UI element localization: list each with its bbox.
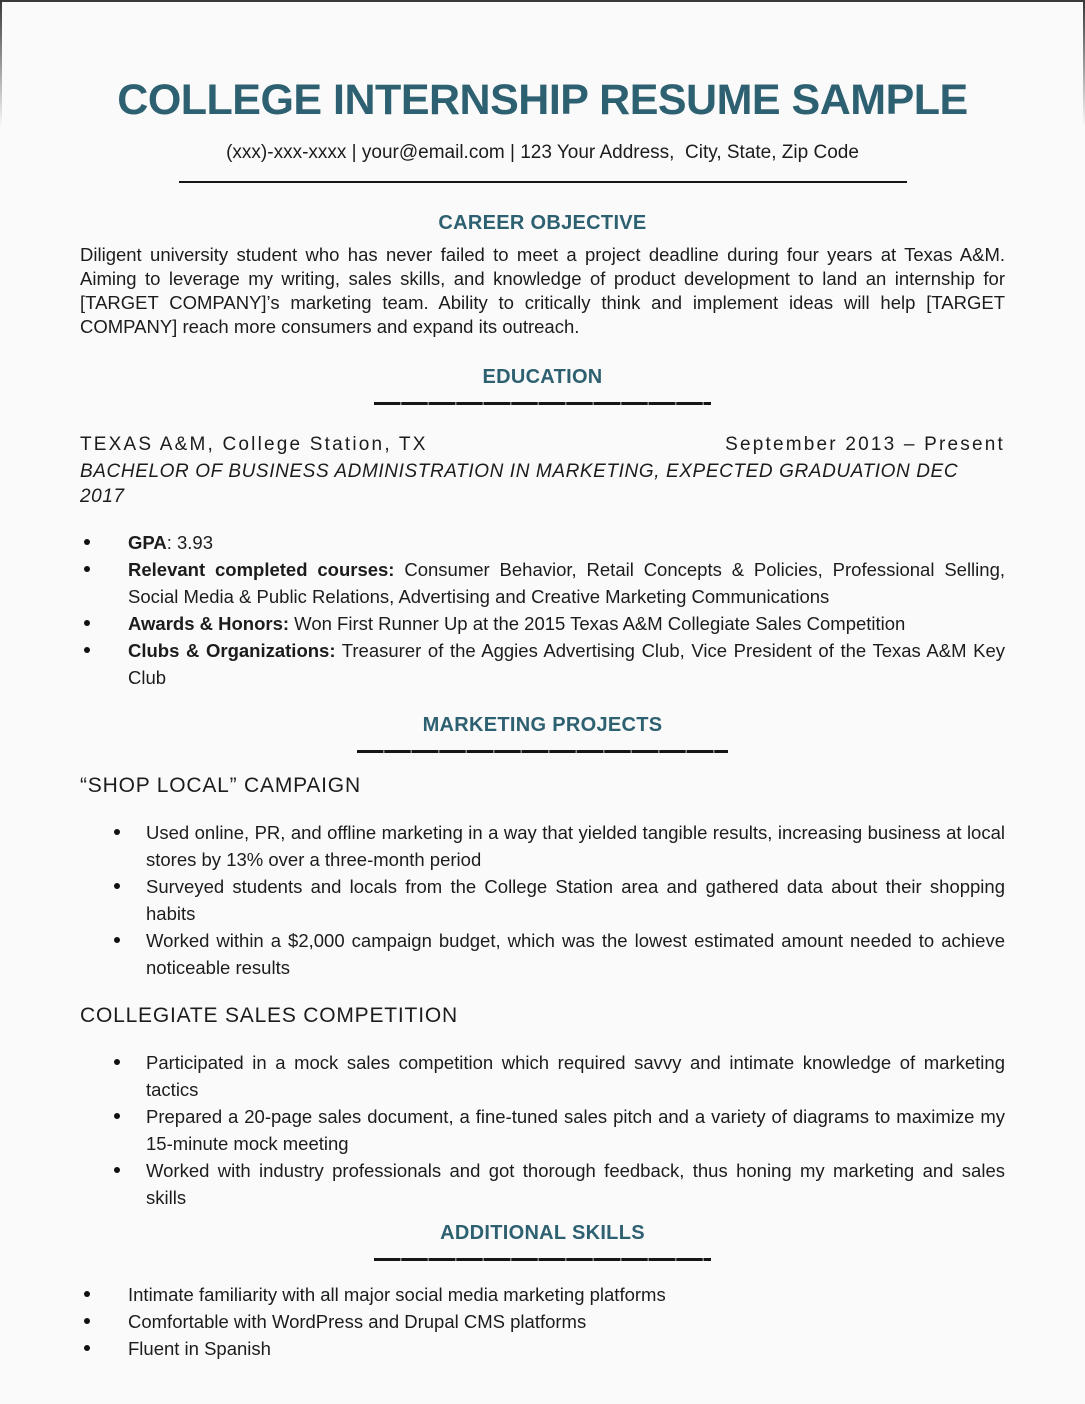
school-name: TEXAS A&M, College Station, TX [80,434,428,455]
education-bullet-list [80,529,1005,691]
contact-info: (xxx)-xxx-xxxx | your@email.com | 123 Your Address, City, State, Zip Code [226,142,859,163]
sales-competition-bullet: Worked with industry professionals and got thorough feedback, thus honing my marketing and sales skills [80,1157,1005,1211]
degree-line: BACHELOR OF BUSINESS ADMINISTRATION IN MARKETING, EXPECTED GRADUATION DEC 2017 [80,461,959,507]
education-underline [374,402,711,405]
project-sales-competition [80,1003,1005,1211]
additional-skills-section [80,1221,1005,1362]
marketing-projects-section [80,713,1005,1211]
education-bullet: GPA: 3.93 [80,529,1005,556]
project-title-shop-local: “SHOP LOCAL” CAMPAIGN [80,774,361,797]
header-divider [179,181,907,183]
education-bullet: Relevant completed courses: Consumer Behavior, Retail Concepts & Policies, Professional Selling, Social Media & Public Relations, Advertising and Creative Marketing Communications [80,556,1005,610]
marketing-projects-underline [357,750,728,753]
education-section [80,365,1005,691]
sales-competition-bullet: Participated in a mock sales competition which required savvy and intimate knowledge of marketing tactics [80,1049,1005,1103]
education-heading: EDUCATION [482,366,603,388]
marketing-projects-heading: MARKETING PROJECTS [422,714,663,736]
additional-skills-bullet-list [80,1281,1005,1362]
education-school-row [80,432,1005,457]
additional-skill-bullet: Intimate familiarity with all major social media marketing platforms [80,1281,1005,1308]
additional-skills-heading: ADDITIONAL SKILLS [440,1222,645,1244]
shop-local-bullet: Used online, PR, and offline marketing in a way that yielded tangible results, increasing business at local stores by 13% over a three-month period [80,819,1005,873]
additional-skills-underline [374,1258,711,1261]
career-objective-section [80,211,1005,339]
shop-local-bullet-list [80,819,1005,981]
page-title: COLLEGE INTERNSHIP RESUME SAMPLE [117,76,968,124]
sales-competition-bullet: Prepared a 20-page sales document, a fine-tuned sales pitch and a variety of diagrams to maximize my 15-minute mock meeting [80,1103,1005,1157]
career-objective-text: Diligent university student who has never failed to meet a project deadline during four years at Texas A&M. Aiming to leverage my writing, sales skills, and knowledge of product development to land an internship for [TARGET COMPANY]’s marketing team. Ability to critically think and implement ideas will help [TARGET COMPANY] reach more consumers and expand its outreach. [80,244,1005,337]
career-objective-heading: CAREER OBJECTIVE [438,212,647,234]
education-bullet: Awards & Honors: Won First Runner Up at the 2015 Texas A&M Collegiate Sales Competition [80,610,1005,637]
education-dates: September 2013 – Present [725,434,1005,455]
resume-content [0,2,1085,1362]
shop-local-bullet: Worked within a $2,000 campaign budget, which was the lowest estimated amount needed to achieve noticeable results [80,927,1005,981]
project-title-sales-competition: COLLEGIATE SALES COMPETITION [80,1004,458,1027]
project-shop-local [80,773,1005,981]
sales-competition-bullet-list [80,1049,1005,1211]
shop-local-bullet: Surveyed students and locals from the College Station area and gathered data about their shopping habits [80,873,1005,927]
education-bullet: Clubs & Organizations: Treasurer of the Aggies Advertising Club, Vice President of the Texas A&M Key Club [80,637,1005,691]
additional-skill-bullet: Comfortable with WordPress and Drupal CMS platforms [80,1308,1005,1335]
additional-skill-bullet: Fluent in Spanish [80,1335,1005,1362]
page-edge-left [0,2,2,127]
